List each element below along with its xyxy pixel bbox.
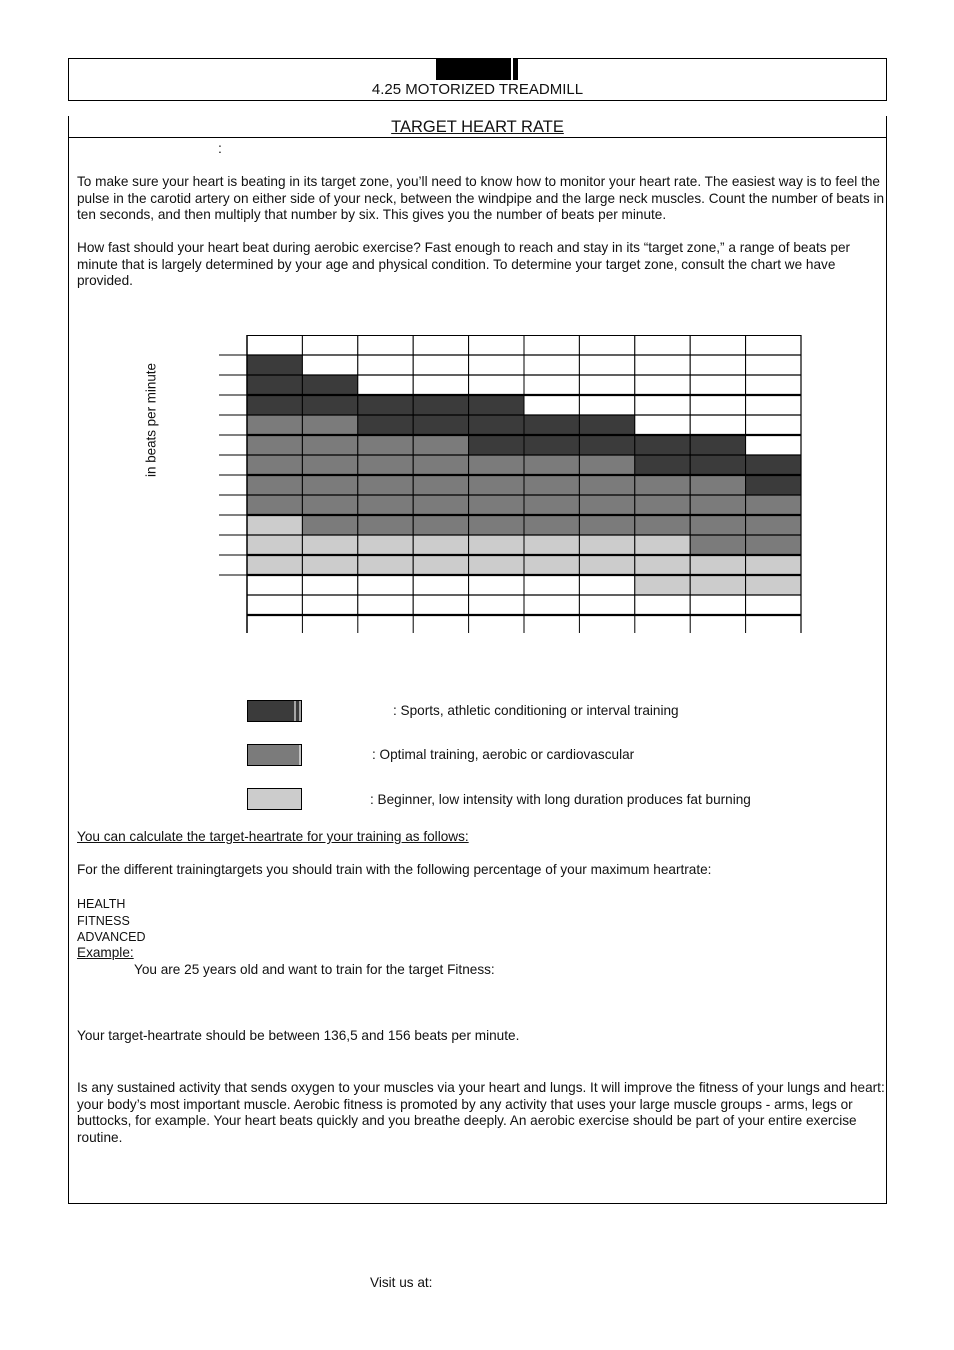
chart-cell-empty: [524, 395, 579, 415]
chart-cell-optimal: [635, 495, 690, 515]
chart-cell-empty: [690, 595, 745, 615]
chart-cell-optimal: [302, 435, 357, 455]
chart-y-axis-label: in beats per minute: [143, 363, 159, 477]
chart-cell-beginner: [635, 555, 690, 575]
chart-cell-optimal: [746, 535, 801, 555]
calc-intro: For the different trainingtargets you should train with the following percentage of your maximum heartrate:: [77, 862, 712, 877]
chart-cell-optimal: [358, 435, 413, 455]
chart-cell-optimal: [524, 495, 579, 515]
chart-cell-beginner: [302, 535, 357, 555]
chart-cell-empty: [247, 575, 302, 595]
chart-cell-sports: [469, 415, 524, 435]
chart-cell-optimal: [302, 515, 357, 535]
chart-cell-sports: [746, 475, 801, 495]
chart-cell-beginner: [358, 555, 413, 575]
chart-cell-optimal: [247, 495, 302, 515]
level-advanced: ADVANCED: [77, 930, 146, 944]
chart-cell-empty: [302, 595, 357, 615]
chart-cell-sports: [524, 435, 579, 455]
legend-swatch-beginner: [247, 788, 302, 810]
chart-cell-beginner: [469, 535, 524, 555]
chart-header-cell: [469, 336, 524, 356]
chart-cell-sports: [413, 415, 468, 435]
chart-cell-optimal: [746, 495, 801, 515]
chart-cell-optimal: [469, 475, 524, 495]
chart-cell-empty: [579, 355, 634, 375]
chart-cell-empty: [690, 355, 745, 375]
chart-cell-optimal: [524, 475, 579, 495]
section-title-rule: [68, 137, 886, 138]
chart-cell-empty: [746, 415, 801, 435]
chart-cell-beginner: [413, 535, 468, 555]
chart-cell-sports: [413, 395, 468, 415]
chart-cell-beginner: [690, 575, 745, 595]
chart-cell-empty: [635, 595, 690, 615]
header-logo-block: [436, 58, 518, 80]
chart-cell-beginner: [247, 535, 302, 555]
chart-cell-sports: [579, 415, 634, 435]
chart-cell-sports: [524, 415, 579, 435]
chart-cell-optimal: [579, 495, 634, 515]
chart-cell-optimal: [413, 435, 468, 455]
chart-cell-sports: [358, 395, 413, 415]
legend-swatch-optimal: [247, 744, 302, 766]
chart-cell-sports: [579, 435, 634, 455]
chart-cell-optimal: [690, 495, 745, 515]
chart-cell-optimal: [302, 475, 357, 495]
chart-cell-beginner: [579, 535, 634, 555]
chart-cell-empty: [302, 355, 357, 375]
chart-cell-sports: [469, 435, 524, 455]
document-title: 4.25 MOTORIZED TREADMILL: [371, 81, 584, 98]
chart-cell-empty: [247, 595, 302, 615]
chart-header-cell: [302, 336, 357, 356]
chart-cell-optimal: [524, 515, 579, 535]
level-fitness: FITNESS: [77, 914, 130, 928]
chart-cell-sports: [635, 435, 690, 455]
chart-cell-optimal: [469, 495, 524, 515]
chart-cell-optimal: [690, 515, 745, 535]
chart-cell-sports: [469, 395, 524, 415]
chart-cell-sports: [302, 375, 357, 395]
chart-cell-beginner: [690, 555, 745, 575]
chart-cell-empty: [579, 575, 634, 595]
chart-cell-empty: [635, 375, 690, 395]
chart-cell-empty: [358, 575, 413, 595]
chart-cell-optimal: [302, 495, 357, 515]
chart-cell-empty: [469, 575, 524, 595]
example-label: Example:: [77, 945, 134, 960]
chart-cell-optimal: [247, 455, 302, 475]
chart-cell-empty: [579, 375, 634, 395]
chart-cell-empty: [746, 395, 801, 415]
chart-cell-optimal: [413, 455, 468, 475]
paragraph-target-zone: How fast should your heart beat during aerobic exercise? Fast enough to reach and stay in its “target zone,” a range of beats per minute that is largely determined by your age and physical condition. To determine your target zone, consult the chart we have provided.: [77, 240, 851, 289]
header-logo-divider: [511, 58, 513, 80]
chart-cell-optimal: [247, 435, 302, 455]
chart-cell-optimal: [469, 515, 524, 535]
chart-header-cell: [579, 336, 634, 356]
chart-cell-empty: [469, 595, 524, 615]
chart-cell-empty: [358, 595, 413, 615]
chart-cell-beginner: [247, 515, 302, 535]
chart-cell-empty: [579, 395, 634, 415]
footer-visit: Visit us at:: [370, 1275, 433, 1290]
legend-label-optimal: : Optimal training, aerobic or cardiovascular: [372, 747, 635, 762]
chart-cell-sports: [302, 395, 357, 415]
aerobic-paragraph: Is any sustained activity that sends oxygen to your muscles via your heart and lungs. It will improve the fitness of your lungs and heart: your body’s most important muscle. Aerobic fitness is promoted by any activity that uses your large muscle groups - arms, legs or buttocks, for example. Your heart beats quickly and you breathe deeply. An aerobic exercise should be part of your entire exercise routine.: [77, 1080, 885, 1145]
chart-header-cell: [690, 336, 745, 356]
chart-cell-empty: [358, 375, 413, 395]
chart-cell-optimal: [579, 515, 634, 535]
level-health: HEALTH: [77, 897, 126, 911]
chart-cell-optimal: [579, 475, 634, 495]
chart-cell-optimal: [413, 515, 468, 535]
chart-cell-empty: [413, 355, 468, 375]
chart-cell-empty: [690, 395, 745, 415]
paragraph-pulse: To make sure your heart is beating in its target zone, you’ll need to know how to monitor your heart rate. The easiest way is to feel the pulse in the carotid artery on either side of your neck, between the windpipe and the large neck muscles. Count the number of beats in ten seconds, and then multiply that number by six. This gives you the number of beats per minute.: [77, 174, 885, 223]
chart-cell-empty: [302, 575, 357, 595]
chart-cell-optimal: [635, 475, 690, 495]
chart-cell-sports: [690, 455, 745, 475]
chart-header-cell: [524, 336, 579, 356]
chart-cell-beginner: [746, 555, 801, 575]
chart-cell-beginner: [469, 555, 524, 575]
chart-cell-optimal: [247, 475, 302, 495]
chart-cell-empty: [413, 575, 468, 595]
chart-cell-beginner: [524, 535, 579, 555]
chart-cell-sports: [247, 375, 302, 395]
chart-cell-empty: [746, 355, 801, 375]
chart-cell-empty: [469, 355, 524, 375]
chart-cell-optimal: [579, 455, 634, 475]
chart-cell-empty: [690, 415, 745, 435]
chart-cell-empty: [524, 575, 579, 595]
chart-header-cell: [746, 336, 801, 356]
legend-label-sports: : Sports, athletic conditioning or interval training: [393, 703, 679, 718]
chart-cell-empty: [746, 595, 801, 615]
chart-cell-beginner: [413, 555, 468, 575]
chart-cell-empty: [524, 375, 579, 395]
chart-cell-empty: [469, 375, 524, 395]
chart-cell-empty: [690, 375, 745, 395]
chart-cell-empty: [746, 435, 801, 455]
chart-cell-beginner: [579, 555, 634, 575]
chart-cell-beginner: [635, 575, 690, 595]
chart-cell-sports: [635, 455, 690, 475]
chart-cell-empty: [413, 375, 468, 395]
chart-cell-sports: [690, 435, 745, 455]
chart-cell-sports: [746, 455, 801, 475]
chart-cell-optimal: [469, 455, 524, 475]
chart-cell-optimal: [413, 475, 468, 495]
chart-header-cell: [413, 336, 468, 356]
section-title: TARGET HEART RATE: [391, 118, 564, 136]
chart-cell-optimal: [358, 515, 413, 535]
calc-heading: You can calculate the target-heartrate for your training as follows:: [77, 829, 469, 844]
chart-cell-empty: [635, 355, 690, 375]
chart-header-cell: [635, 336, 690, 356]
chart-cell-optimal: [302, 415, 357, 435]
example-text: You are 25 years old and want to train for the target Fitness:: [134, 962, 495, 977]
chart-cell-sports: [247, 395, 302, 415]
calc-result: Your target-heartrate should be between 136,5 and 156 beats per minute.: [77, 1028, 520, 1043]
chart-cell-optimal: [635, 515, 690, 535]
legend-swatch-sports: [247, 700, 302, 722]
chart-cell-optimal: [524, 455, 579, 475]
chart-cell-optimal: [247, 415, 302, 435]
legend-label-beginner: : Beginner, low intensity with long duration produces fat burning: [370, 792, 751, 807]
chart-cell-beginner: [302, 555, 357, 575]
heart-rate-chart: [210, 330, 810, 640]
chart-header-cell: [358, 336, 413, 356]
chart-cell-sports: [247, 355, 302, 375]
chart-cell-beginner: [635, 535, 690, 555]
chart-cell-optimal: [690, 475, 745, 495]
chart-cell-empty: [413, 595, 468, 615]
chart-cell-optimal: [690, 535, 745, 555]
chart-cell-beginner: [746, 575, 801, 595]
chart-cell-optimal: [413, 495, 468, 515]
chart-cell-optimal: [358, 455, 413, 475]
chart-cell-optimal: [302, 455, 357, 475]
chart-cell-empty: [635, 395, 690, 415]
chart-cell-optimal: [358, 495, 413, 515]
chart-cell-sports: [358, 415, 413, 435]
section-colon: :: [218, 140, 222, 156]
chart-cell-beginner: [358, 535, 413, 555]
chart-cell-empty: [524, 595, 579, 615]
chart-cell-optimal: [746, 515, 801, 535]
chart-cell-beginner: [247, 555, 302, 575]
chart-cell-empty: [746, 375, 801, 395]
chart-cell-empty: [358, 355, 413, 375]
chart-cell-empty: [524, 355, 579, 375]
chart-cell-empty: [579, 595, 634, 615]
chart-cell-empty: [635, 415, 690, 435]
chart-cell-beginner: [524, 555, 579, 575]
chart-cell-optimal: [358, 475, 413, 495]
chart-header-cell: [247, 336, 302, 356]
